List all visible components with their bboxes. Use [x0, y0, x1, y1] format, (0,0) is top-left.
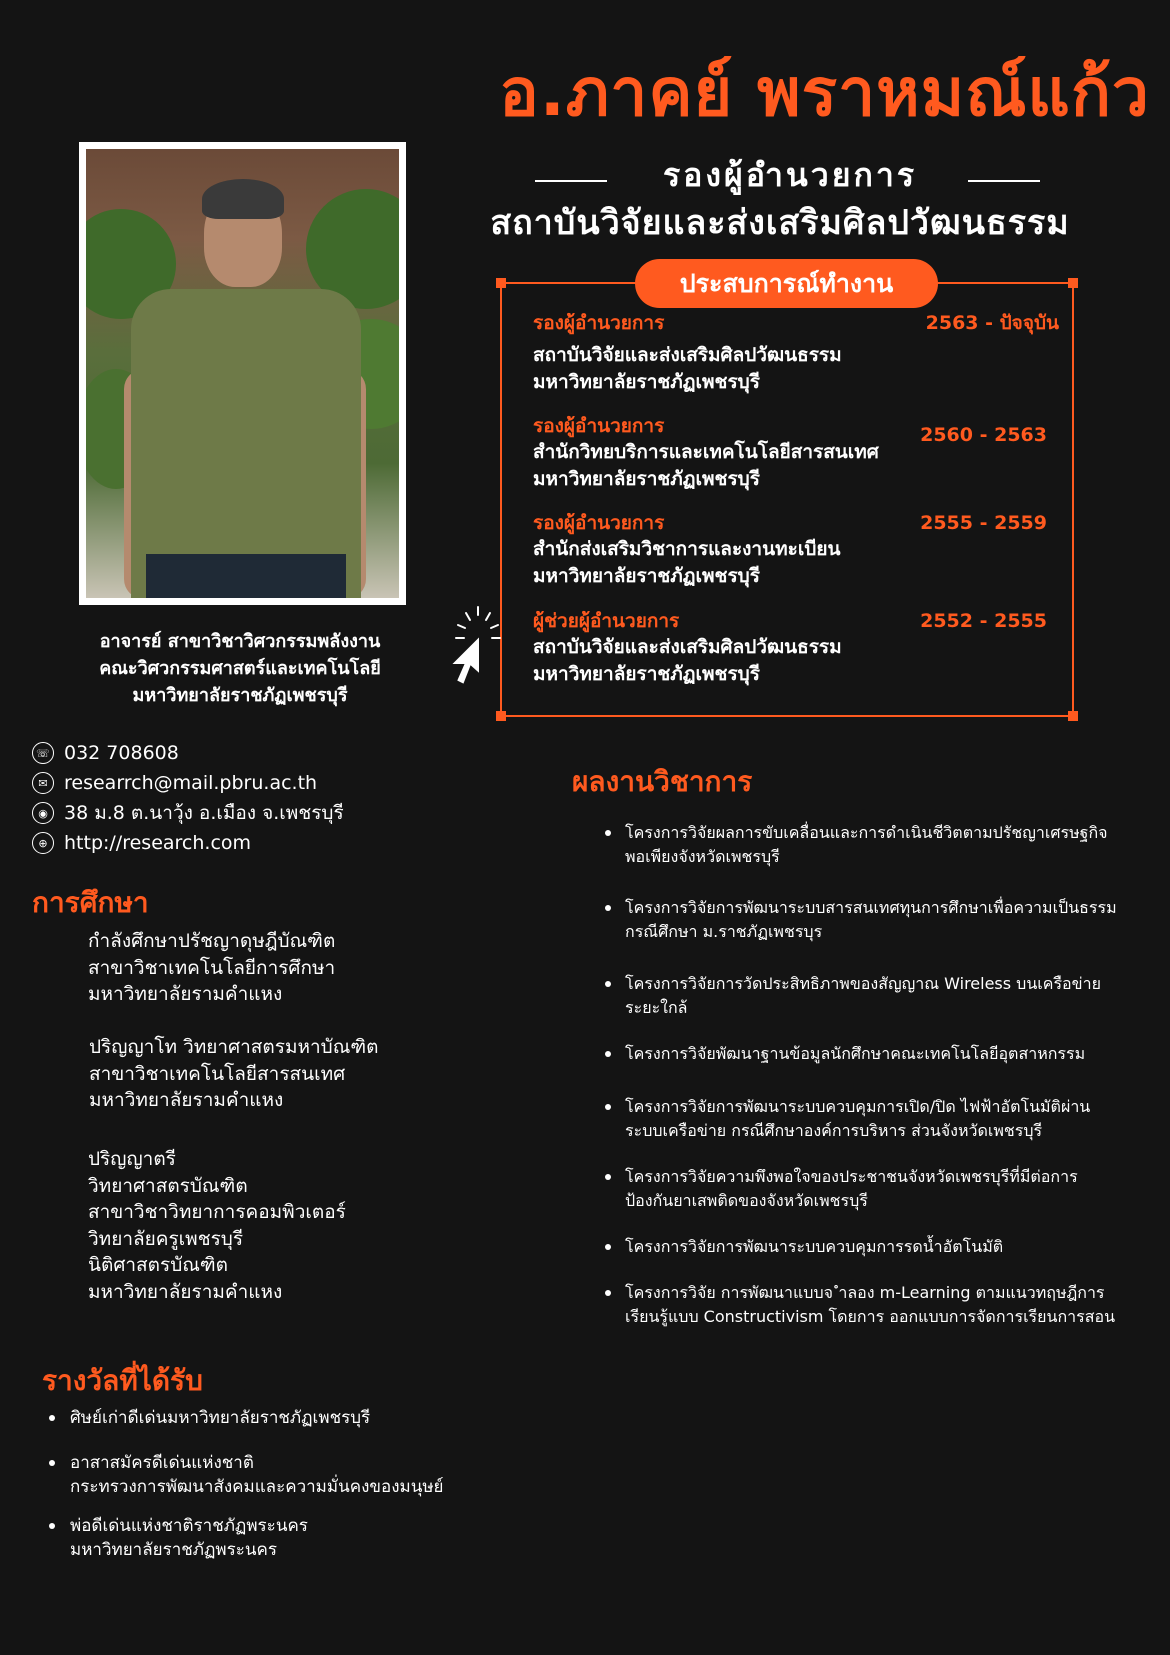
- bullet-dot: [49, 1460, 55, 1466]
- work-line: ระยะใกล้: [625, 998, 688, 1017]
- work-item: [625, 1095, 1145, 1143]
- work-line: พอเพียงจังหวัดเพชรบุรี: [625, 847, 780, 866]
- address-text: 38 ม.8 ต.นาวุ้ง อ.เมือง จ.เพชรบุรี: [64, 802, 344, 824]
- award-line: อาสาสมัครดีเด่นแห่งชาติ: [70, 1453, 254, 1473]
- position-line: คณะวิศวกรรมศาสตร์และเทคโนโลยี: [99, 658, 381, 679]
- award-line: กระทรวงการพัฒนาสังคมและความมั่นคงของมนุษย์: [70, 1477, 444, 1497]
- bullet-dot: [605, 1104, 611, 1110]
- position-line: มหาวิทยาลัยราชภัฏเพชรบุรี: [132, 685, 348, 706]
- work-line: โครงการวิจัยพัฒนาฐานข้อมูลนักศึกษาคณะเทคโนโลยีอุตสาหกรรม: [625, 1044, 1086, 1063]
- role-organization: สถาบันวิจัยและส่งเสริมศิลปวัฒนธรรม: [490, 203, 1070, 243]
- experience-role: รองผู้อำนวยการ: [533, 415, 665, 437]
- experience-org: สำนักส่งเสริมวิชาการและงานทะเบียน: [533, 538, 841, 560]
- education-line: ปริญญาโท วิทยาศาสตรมหาบัณฑิต: [89, 1036, 379, 1058]
- box-corner: [496, 278, 506, 288]
- experience-period: 2563 - ปัจจุบัน: [925, 312, 1059, 334]
- experience-university: มหาวิทยาลัยราชภัฏเพชรบุรี: [533, 565, 760, 587]
- work-line: โครงการวิจัยผลการขับเคลื่อนและการดำเนินชีวิตตามปรัชญาเศรษฐกิจ: [625, 823, 1108, 842]
- experience-item: [533, 510, 1063, 590]
- experience-item: [533, 413, 1063, 493]
- education-line: สาขาวิชาวิทยาการคอมพิวเตอร์: [88, 1201, 346, 1223]
- email-text[interactable]: researrch@mail.pbru.ac.th: [64, 772, 318, 794]
- experience-university: มหาวิทยาลัยราชภัฏเพชรบุรี: [533, 663, 760, 685]
- globe-icon: ⊕: [32, 832, 54, 854]
- experience-title: ประสบการณ์ทำงาน: [635, 259, 938, 308]
- award-item: [70, 1514, 308, 1562]
- work-line: ระบบเครือข่าย กรณีศึกษาองค์การบริหาร ส่วนจังหวัดเพชรบุรี: [625, 1121, 1043, 1140]
- work-line: โครงการวิจัยการพัฒนาระบบสารสนเทศทุนการศึกษาเพื่อความเป็นธรรม: [625, 898, 1117, 917]
- work-line: โครงการวิจัยการวัดประสิทธิภาพของสัญญาณ Wireless บนเครือข่าย: [625, 974, 1101, 993]
- work-line: โครงการวิจัยการพัฒนาระบบควบคุมการรดน้ำอัตโนมัติ: [625, 1237, 1004, 1256]
- position-line: อาจารย์ สาขาวิชาวิศวกรรมพลังงาน: [99, 631, 381, 652]
- phone-icon: ☏: [32, 742, 54, 764]
- contact-website[interactable]: [32, 830, 251, 856]
- contact-phone: [32, 740, 179, 766]
- bullet-dot: [605, 1244, 611, 1250]
- work-item: [625, 1281, 1145, 1329]
- experience-org: สถาบันวิจัยและส่งเสริมศิลปวัฒนธรรม: [533, 344, 842, 366]
- mail-icon: ✉: [32, 772, 54, 794]
- experience-period: 2552 - 2555: [920, 610, 1047, 632]
- bullet-dot: [605, 1051, 611, 1057]
- contact-address: [32, 800, 344, 826]
- award-line: มหาวิทยาลัยราชภัฏพระนคร: [70, 1540, 278, 1560]
- work-item: [625, 972, 1145, 1020]
- award-item: [70, 1451, 444, 1499]
- award-line: ศิษย์เก่าดีเด่นมหาวิทยาลัยราชภัฏเพชรบุรี: [70, 1408, 371, 1428]
- education-title: การศึกษา: [32, 886, 149, 919]
- experience-item: [533, 310, 1063, 396]
- works-title: ผลงานวิชาการ: [572, 765, 753, 798]
- education-line: มหาวิทยาลัยรามคำแหง: [89, 1089, 284, 1111]
- work-item: [625, 821, 1145, 869]
- work-line: โครงการวิจัย การพัฒนาแบบจ ำลอง m-Learning ตามแนวทฤษฎีการ: [625, 1283, 1105, 1302]
- education-line: มหาวิทยาลัยรามคำแหง: [88, 983, 283, 1005]
- bullet-dot: [605, 981, 611, 987]
- work-line: กรณีศึกษา ม.ราชภัฏเพชรบุร: [625, 922, 823, 941]
- work-line: เรียนรู้แบบ Constructivism โดยการ ออกแบบการจัดการเรียนการสอน: [625, 1307, 1116, 1326]
- work-line: โครงการวิจัยความพึงพอใจของประชาชนจังหวัดเพชรบุรีที่มีต่อการ: [625, 1167, 1078, 1186]
- bullet-dot: [605, 1290, 611, 1296]
- education-line: กำลังศึกษาปรัชญาดุษฎีบัณฑิต: [88, 930, 336, 952]
- person-name: อ.ภาคย์ พราหมณ์แก้ว: [499, 54, 1150, 131]
- education-line: นิติศาสตรบัณฑิต: [88, 1254, 228, 1276]
- award-item: [70, 1406, 370, 1430]
- experience-period: 2560 - 2563: [920, 424, 1047, 446]
- box-corner: [496, 711, 506, 721]
- experience-role: ผู้ช่วยผู้อำนวยการ: [533, 610, 680, 632]
- role-title: รองผู้อำนวยการ: [662, 156, 918, 194]
- bullet-dot: [49, 1523, 55, 1529]
- education-line: วิทยาลัยครูเพชรบุรี: [88, 1227, 244, 1250]
- experience-university: มหาวิทยาลัยราชภัฏเพชรบุรี: [533, 371, 760, 393]
- education-line: สาขาวิชาเทคโนโลยีสารสนเทศ: [89, 1062, 346, 1085]
- person-pants: [146, 554, 346, 598]
- box-corner: [1068, 278, 1078, 288]
- work-item: [625, 1235, 1145, 1259]
- education-master: [89, 1034, 378, 1114]
- work-item: [625, 896, 1145, 944]
- awards-title: รางวัลที่ได้รับ: [42, 1364, 203, 1397]
- current-position: [60, 628, 420, 709]
- experience-item: [533, 608, 1063, 688]
- box-corner: [1068, 711, 1078, 721]
- experience-role: รองผู้อำนวยการ: [533, 512, 665, 534]
- education-line: สาขาวิชาเทคโนโลยีการศึกษา: [88, 956, 336, 979]
- profile-photo-frame: [79, 142, 406, 605]
- education-line: ปริญญาตรี: [88, 1148, 176, 1170]
- work-item: [625, 1165, 1145, 1213]
- person-shirt: [131, 289, 361, 598]
- bullet-dot: [605, 1174, 611, 1180]
- work-line: โครงการวิจัยการพัฒนาระบบควบคุมการเปิด/ปิด ไฟฟ้าอัตโนมัติผ่าน: [625, 1097, 1091, 1116]
- bullet-dot: [605, 905, 611, 911]
- phone-text: 032 708608: [64, 742, 179, 764]
- contact-email[interactable]: [32, 770, 317, 796]
- profile-photo: [86, 149, 399, 598]
- click-cursor-icon: [440, 605, 506, 691]
- award-line: พ่อดีเด่นแห่งชาติราชภัฏพระนคร: [70, 1516, 308, 1536]
- experience-org: สำนักวิทยบริการและเทคโนโลยีสารสนเทศ: [533, 441, 879, 463]
- work-item: [625, 1042, 1145, 1066]
- education-line: วิทยาศาสตรบัณฑิต: [88, 1174, 248, 1197]
- experience-period: 2555 - 2559: [920, 512, 1047, 534]
- education-line: มหาวิทยาลัยรามคำแหง: [88, 1280, 283, 1303]
- bullet-dot: [605, 830, 611, 836]
- education-doctoral: [88, 928, 335, 1008]
- experience-role: รองผู้อำนวยการ: [533, 312, 665, 334]
- experience-university: มหาวิทยาลัยราชภัฏเพชรบุรี: [533, 468, 760, 490]
- education-bachelor: [88, 1146, 346, 1305]
- experience-org: สถาบันวิจัยและส่งเสริมศิลปวัฒนธรรม: [533, 636, 842, 658]
- location-icon: ◉: [32, 802, 54, 824]
- work-line: ป้องกันยาเสพติดของจังหวัดเพชรบุรี: [625, 1191, 868, 1210]
- bullet-dot: [49, 1415, 55, 1421]
- website-link[interactable]: http://research.com: [64, 832, 252, 854]
- person-hair: [202, 179, 284, 219]
